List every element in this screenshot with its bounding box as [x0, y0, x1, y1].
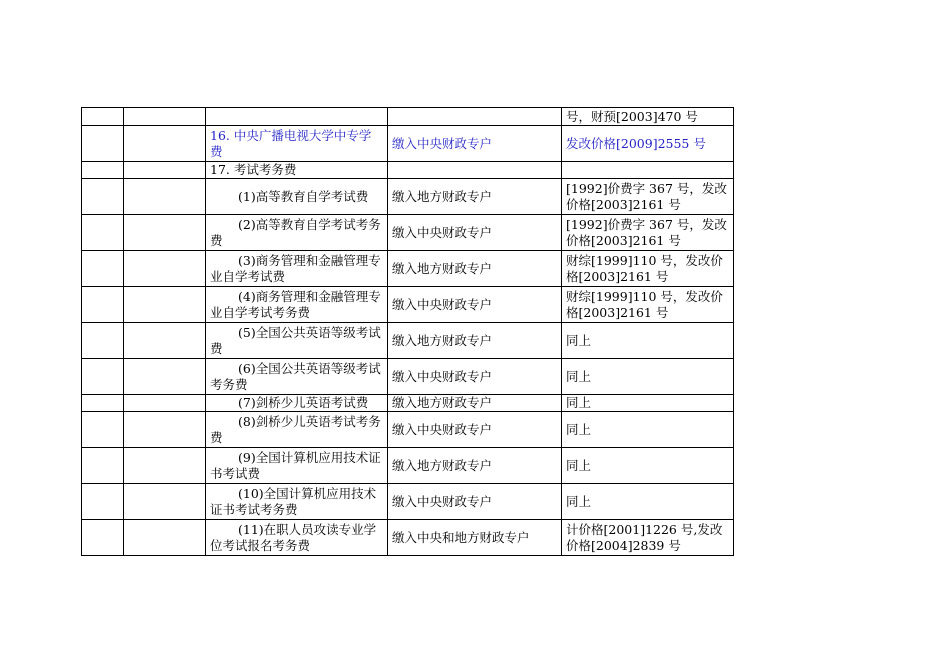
fee-item-name: (1)高等教育自学考试费 — [206, 179, 388, 215]
policy-reference — [562, 162, 734, 179]
policy-reference: 财综[1999]110 号，发改价格[2003]2161 号 — [562, 287, 734, 323]
policy-reference: 同上 — [562, 448, 734, 484]
table-cell-blank — [82, 448, 124, 484]
collection-method — [388, 162, 562, 179]
fee-item-name: (4)商务管理和金融管理专业自学考试考务费 — [206, 287, 388, 323]
collection-method: 缴入中央财政专户 — [388, 484, 562, 520]
fee-item-name — [206, 108, 388, 126]
fee-item-name: (6)全国公共英语等级考试考务费 — [206, 359, 388, 395]
table-cell-blank — [82, 108, 124, 126]
fee-table — [81, 107, 734, 556]
table-row — [82, 108, 734, 126]
collection-method: 缴入地方财政专户 — [388, 395, 562, 412]
table-cell-blank — [82, 287, 124, 323]
table-row — [82, 215, 734, 251]
collection-method: 缴入地方财政专户 — [388, 448, 562, 484]
fee-item-name: (2)高等教育自学考试考务费 — [206, 215, 388, 251]
table-cell-blank — [82, 126, 124, 162]
table-cell-blank — [82, 412, 124, 448]
table-cell-blank — [124, 323, 206, 359]
table-cell-blank — [124, 484, 206, 520]
collection-method: 缴入地方财政专户 — [388, 251, 562, 287]
policy-reference: [1992]价费字 367 号，发改价格[2003]2161 号 — [562, 179, 734, 215]
table-row — [82, 126, 734, 162]
collection-method — [388, 108, 562, 126]
table-row — [82, 251, 734, 287]
fee-item-name: (8)剑桥少儿英语考试考务费 — [206, 412, 388, 448]
table-row — [82, 412, 734, 448]
table-cell-blank — [82, 251, 124, 287]
table-row — [82, 162, 734, 179]
collection-method: 缴入地方财政专户 — [388, 323, 562, 359]
table-cell-blank — [124, 162, 206, 179]
policy-reference: 同上 — [562, 484, 734, 520]
policy-reference: 同上 — [562, 323, 734, 359]
fee-item-name: (7)剑桥少儿英语考试费 — [206, 395, 388, 412]
table-row — [82, 287, 734, 323]
table-row — [82, 448, 734, 484]
table-cell-blank — [124, 179, 206, 215]
table-cell-blank — [82, 179, 124, 215]
table-row — [82, 520, 734, 556]
table-row — [82, 395, 734, 412]
table-cell-blank — [124, 412, 206, 448]
table-row — [82, 359, 734, 395]
policy-reference: 同上 — [562, 359, 734, 395]
table-cell-blank — [124, 448, 206, 484]
collection-method: 缴入中央财政专户 — [388, 412, 562, 448]
table-cell-blank — [82, 520, 124, 556]
collection-method: 缴入中央财政专户 — [388, 126, 562, 162]
table-cell-blank — [124, 215, 206, 251]
table-cell-blank — [124, 108, 206, 126]
table-cell-blank — [82, 484, 124, 520]
table-cell-blank — [124, 359, 206, 395]
table-row — [82, 484, 734, 520]
policy-reference: 同上 — [562, 412, 734, 448]
policy-reference: 号，财预[2003]470 号 — [562, 108, 734, 126]
fee-item-name: (10)全国计算机应用技术证书考试考务费 — [206, 484, 388, 520]
table-cell-blank — [82, 359, 124, 395]
policy-reference: 计价格[2001]1226 号,发改价格[2004]2839 号 — [562, 520, 734, 556]
policy-reference: 财综[1999]110 号，发改价格[2003]2161 号 — [562, 251, 734, 287]
policy-reference: 同上 — [562, 395, 734, 412]
fee-item-name: 16. 中央广播电视大学中专学费 — [206, 126, 388, 162]
table-cell-blank — [124, 126, 206, 162]
collection-method: 缴入中央财政专户 — [388, 215, 562, 251]
table-row — [82, 179, 734, 215]
table-row — [82, 323, 734, 359]
table-cell-blank — [82, 323, 124, 359]
policy-reference: [1992]价费字 367 号，发改价格[2003]2161 号 — [562, 215, 734, 251]
table-cell-blank — [124, 395, 206, 412]
table-cell-blank — [124, 251, 206, 287]
collection-method: 缴入中央财政专户 — [388, 359, 562, 395]
fee-category-heading: 17. 考试考务费 — [206, 162, 388, 179]
fee-item-name: (9)全国计算机应用技术证书考试费 — [206, 448, 388, 484]
table-cell-blank — [82, 215, 124, 251]
fee-item-name: (11)在职人员攻读专业学位考试报名考务费 — [206, 520, 388, 556]
fee-item-name: (5)全国公共英语等级考试费 — [206, 323, 388, 359]
collection-method: 缴入地方财政专户 — [388, 179, 562, 215]
table-cell-blank — [124, 520, 206, 556]
table-cell-blank — [124, 287, 206, 323]
fee-item-name: (3)商务管理和金融管理专业自学考试费 — [206, 251, 388, 287]
collection-method: 缴入中央财政专户 — [388, 287, 562, 323]
policy-reference: 发改价格[2009]2555 号 — [562, 126, 734, 162]
table-cell-blank — [82, 162, 124, 179]
collection-method: 缴入中央和地方财政专户 — [388, 520, 562, 556]
table-cell-blank — [82, 395, 124, 412]
